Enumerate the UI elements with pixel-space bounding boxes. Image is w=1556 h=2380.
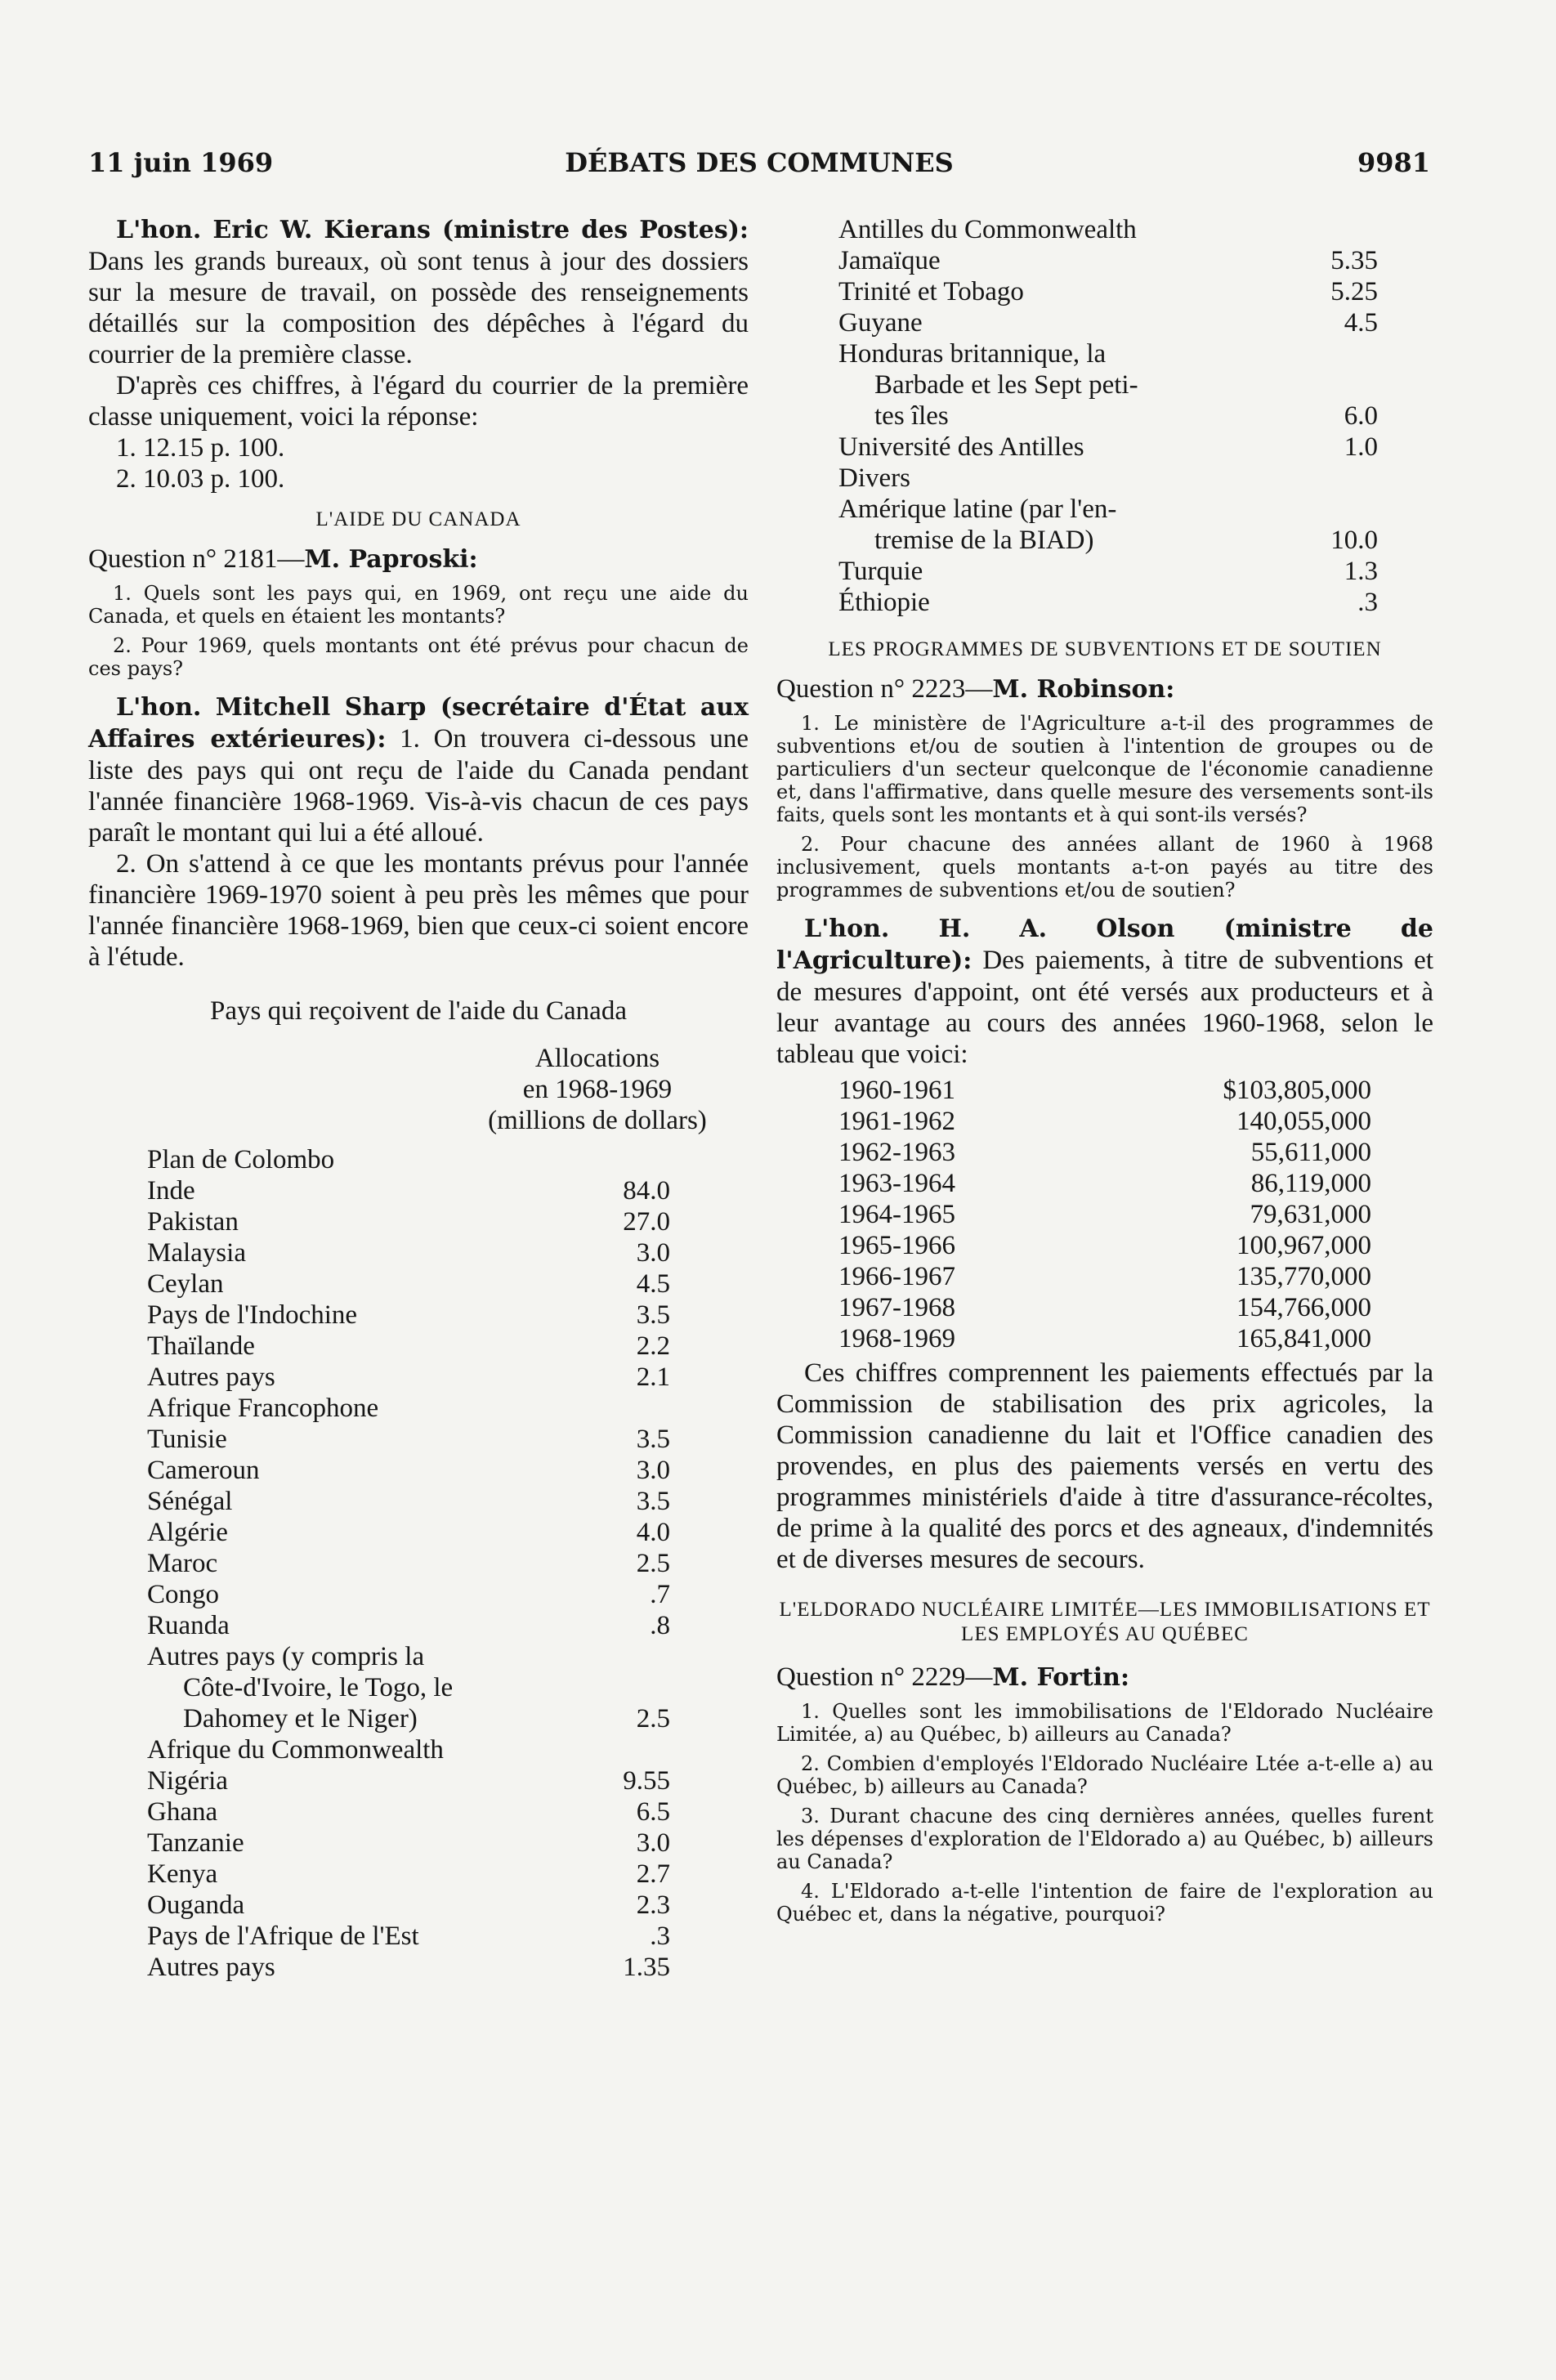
question-2223 xyxy=(776,673,1433,705)
row-label: Nigéria xyxy=(147,1766,228,1796)
table-row xyxy=(147,1641,670,1672)
table-row xyxy=(147,1268,670,1300)
question-number: Question n° 2181— xyxy=(88,544,305,574)
row-label: Plan de Colombo xyxy=(147,1145,335,1174)
question-number: Question n° 2223— xyxy=(776,674,993,704)
row-label: Éthiopie xyxy=(838,588,930,617)
table-row xyxy=(147,1921,670,1952)
row-label: Inde xyxy=(147,1176,195,1206)
table-row xyxy=(147,1424,670,1455)
row-value: 2.5 xyxy=(636,1704,670,1734)
table-row xyxy=(147,1734,670,1765)
row-value xyxy=(600,1734,670,1765)
row-label: Trinité et Tobago xyxy=(838,277,1024,306)
table-row xyxy=(147,1952,670,1983)
left-column xyxy=(88,214,749,1983)
table-row xyxy=(838,1199,1371,1230)
row-value: 1.35 xyxy=(623,1953,670,1982)
aid-table-continued xyxy=(838,214,1378,618)
table-row xyxy=(838,463,1378,494)
question-2229-part-4: 4. L'Eldorado a-t-elle l'intention de faire de l'exploration au Québec et, dans la négative, pourquoi? xyxy=(776,1880,1433,1926)
question-number: Question n° 2229— xyxy=(776,1662,993,1692)
row-value xyxy=(1304,494,1378,525)
row-value xyxy=(600,1672,670,1703)
row-value xyxy=(1304,338,1378,369)
question-2181 xyxy=(88,544,749,575)
row-value: 27.0 xyxy=(623,1207,670,1237)
table-row xyxy=(838,1137,1371,1168)
aid-table-title: Pays qui reçoivent de l'aide du Canada xyxy=(210,996,627,1026)
table-row xyxy=(147,1828,670,1859)
row-value: 6.5 xyxy=(636,1797,670,1827)
table-row xyxy=(147,1206,670,1237)
question-2223-part-1: 1. Le ministère de l'Agriculture a-t-il des programmes de subventions et/ou de soutien à l'intention de groupes ou de particuliers d'un secteur quelconque de l'économie canadienne et, dans l'affirmative, dans quelle mesure des versements sont-ils faits, quels sont les montants et à qui sont-ils versés? xyxy=(776,712,1433,826)
speaker-kierans: L'hon. Eric W. Kierans (ministre des Postes): xyxy=(116,216,749,244)
table-row xyxy=(838,338,1378,369)
row-value: 2.3 xyxy=(636,1890,670,1920)
sharp-text-1: 1. On trouvera ci-dessous une liste des pays qui ont reçu de l'aide du Canada pendant l'année financière 1968-1969. Vis-à-vis chacun de ces pays paraît le montant qui lui a été alloué. xyxy=(88,724,749,848)
kierans-answer-2: D'après ces chiffres, à l'égard du courrier de la première classe uniquement, voici la réponse: xyxy=(88,371,749,432)
question-2229-part-1: 1. Quelles sont les immobilisations de l'Eldorado Nucléaire Limitée, a) au Québec, b) ailleurs au Canada? xyxy=(776,1700,1433,1746)
table-row xyxy=(147,1486,670,1517)
payment-amount: 79,631,000 xyxy=(1250,1200,1371,1229)
payment-amount: $103,805,000 xyxy=(1223,1076,1371,1105)
row-value: 4.5 xyxy=(1344,308,1378,338)
row-label: Dahomey et le Niger) xyxy=(183,1704,418,1734)
question-member: M. Fortin: xyxy=(992,1663,1130,1692)
table-row xyxy=(838,1168,1371,1199)
payment-amount: 55,611,000 xyxy=(1250,1138,1371,1167)
row-label: Algérie xyxy=(147,1518,228,1547)
row-label: Université des Antilles xyxy=(838,432,1084,462)
question-2181-part-1: 1. Quels sont les pays qui, en 1969, ont reçu une aide du Canada, et quels en étaient les montants? xyxy=(88,582,749,628)
payment-amount: 140,055,000 xyxy=(1236,1107,1371,1136)
row-value: 9.55 xyxy=(623,1766,670,1796)
payment-amount: 135,770,000 xyxy=(1236,1262,1371,1291)
row-label: Pays de l'Indochine xyxy=(147,1300,358,1330)
row-value: 4.5 xyxy=(636,1269,670,1299)
row-label: Amérique latine (par l'en- xyxy=(838,494,1117,524)
row-label: Honduras britannique, la xyxy=(838,339,1107,369)
row-label: Antilles du Commonwealth xyxy=(838,215,1137,244)
row-value: 84.0 xyxy=(623,1176,670,1206)
payments-table xyxy=(838,1075,1371,1354)
question-member: M. Robinson: xyxy=(992,675,1175,704)
table-row xyxy=(838,525,1378,556)
question-2223-part-2: 2. Pour chacune des années allant de 1960 à 1968 inclusivement, quels montants a-t-on payés au titre des programmes de subventions et/ou de soutien? xyxy=(776,833,1433,901)
olson-text: Des paiements, à titre de subventions et de mesures d'appoint, ont été versés aux producteurs et à leur avantage au cours des années 1960-1968, selon le tableau que voici: xyxy=(776,946,1433,1069)
row-value xyxy=(600,1144,670,1175)
question-2229 xyxy=(776,1662,1433,1693)
payment-amount: 165,841,000 xyxy=(1236,1324,1371,1353)
page-header xyxy=(88,147,1430,186)
table-row xyxy=(147,1672,670,1703)
speaker-sharp: L'hon. Mitchell Sharp (secrétaire d'État aux Affaires extérieures): xyxy=(88,693,749,754)
row-value: 1.0 xyxy=(1344,432,1378,462)
table-row xyxy=(147,1300,670,1331)
table-row xyxy=(838,1323,1371,1354)
table-row xyxy=(838,587,1378,618)
row-value: 2.5 xyxy=(636,1549,670,1578)
row-value: 5.25 xyxy=(1330,277,1378,306)
row-value: 2.7 xyxy=(636,1859,670,1889)
aid-header-line-1: Allocations xyxy=(534,1044,660,1073)
row-value: 1.3 xyxy=(1344,557,1378,586)
row-label: Malaysia xyxy=(147,1238,246,1268)
row-value xyxy=(1304,369,1378,400)
payment-year: 1963-1964 xyxy=(838,1169,955,1198)
table-row xyxy=(147,1703,670,1734)
section-heading-eldorado: L'ELDORADO NUCLÉAIRE LIMITÉE—LES IMMOBILISATIONS ET LES EMPLOYÉS AU QUÉBEC xyxy=(779,1599,1431,1645)
row-value: .3 xyxy=(650,1921,670,1951)
table-row xyxy=(147,1393,670,1424)
answer-item-2: 2. 10.03 p. 100. xyxy=(116,464,285,494)
row-label: Sénégal xyxy=(147,1487,233,1516)
payment-year: 1967-1968 xyxy=(838,1293,955,1322)
row-label: Turquie xyxy=(838,557,923,586)
row-label: Guyane xyxy=(838,308,923,338)
table-row xyxy=(838,369,1378,400)
table-row xyxy=(838,1075,1371,1106)
question-member: M. Paproski: xyxy=(304,545,478,574)
row-label: Maroc xyxy=(147,1549,218,1578)
table-row xyxy=(147,1890,670,1921)
row-value xyxy=(1304,463,1378,494)
table-row xyxy=(838,400,1378,432)
sharp-answer xyxy=(88,691,749,848)
row-label: tremise de la BIAD) xyxy=(874,526,1094,555)
table-row xyxy=(838,432,1378,463)
row-label: Cameroun xyxy=(147,1456,260,1485)
row-label: Ghana xyxy=(147,1797,218,1827)
row-label: Jamaïque xyxy=(838,246,941,275)
row-label: Congo xyxy=(147,1580,220,1609)
table-row xyxy=(147,1175,670,1206)
row-label: Ruanda xyxy=(147,1611,230,1640)
row-label: Afrique Francophone xyxy=(147,1394,379,1423)
table-row xyxy=(838,556,1378,587)
table-row xyxy=(147,1517,670,1548)
row-value: 3.0 xyxy=(636,1828,670,1858)
table-row xyxy=(838,276,1378,307)
question-2229-part-2: 2. Combien d'employés l'Eldorado Nucléaire Ltée a-t-elle a) au Québec, b) ailleurs au Canada? xyxy=(776,1752,1433,1798)
table-row xyxy=(147,1362,670,1393)
kierans-answer xyxy=(88,214,749,370)
table-row xyxy=(838,1106,1371,1137)
speaker-olson: L'hon. H. A. Olson (ministre de l'Agriculture): xyxy=(776,915,1433,975)
table-row xyxy=(147,1765,670,1796)
row-value xyxy=(1304,214,1378,245)
header-date: 11 juin 1969 xyxy=(88,147,274,178)
aid-header-line-2: en 1968-1969 xyxy=(522,1075,673,1104)
row-value: 6.0 xyxy=(1344,401,1378,431)
table-row xyxy=(147,1796,670,1828)
row-label: Ouganda xyxy=(147,1890,245,1920)
row-value: 10.0 xyxy=(1330,526,1378,555)
table-row xyxy=(147,1610,670,1641)
question-2229-part-3: 3. Durant chacune des cinq dernières années, quelles furent les dépenses d'exploration de l'Eldorado a) au Québec, b) ailleurs au Canada? xyxy=(776,1805,1433,1873)
table-row xyxy=(147,1548,670,1579)
payment-year: 1965-1966 xyxy=(838,1231,955,1260)
row-value: 3.0 xyxy=(636,1238,670,1268)
table-row xyxy=(838,1261,1371,1292)
olson-answer xyxy=(776,913,1433,1070)
table-row xyxy=(147,1579,670,1610)
table-row xyxy=(147,1331,670,1362)
row-value: 4.0 xyxy=(636,1518,670,1547)
question-2181-part-2: 2. Pour 1969, quels montants ont été prévus pour chacun de ces pays? xyxy=(88,634,749,680)
row-value: 3.0 xyxy=(636,1456,670,1485)
section-heading-aide: L'AIDE DU CANADA xyxy=(315,508,521,530)
payment-year: 1960-1961 xyxy=(838,1076,955,1105)
table-row xyxy=(147,1859,670,1890)
table-row xyxy=(838,307,1378,338)
payment-year: 1966-1967 xyxy=(838,1262,955,1291)
row-value: 5.35 xyxy=(1330,246,1378,275)
payment-year: 1964-1965 xyxy=(838,1200,955,1229)
row-value: 3.5 xyxy=(636,1425,670,1454)
row-value: 2.1 xyxy=(636,1362,670,1392)
row-label: Kenya xyxy=(147,1859,218,1889)
table-row xyxy=(838,245,1378,276)
right-column xyxy=(776,214,1433,1932)
payment-amount: 154,766,000 xyxy=(1236,1293,1371,1322)
payment-year: 1961-1962 xyxy=(838,1107,955,1136)
table-row xyxy=(147,1144,670,1175)
row-label: Tanzanie xyxy=(147,1828,244,1858)
row-label: Barbade et les Sept peti- xyxy=(874,370,1138,400)
row-label: Thaïlande xyxy=(147,1331,255,1361)
payment-year: 1968-1969 xyxy=(838,1324,955,1353)
row-value: .8 xyxy=(650,1611,670,1640)
row-value: 3.5 xyxy=(636,1487,670,1516)
payment-year: 1962-1963 xyxy=(838,1138,955,1167)
table-row xyxy=(838,1230,1371,1261)
row-value: 3.5 xyxy=(636,1300,670,1330)
payment-amount: 100,967,000 xyxy=(1236,1231,1371,1260)
aid-header-line-3: (millions de dollars) xyxy=(488,1106,707,1135)
section-heading-subventions: LES PROGRAMMES DE SUBVENTIONS ET DE SOUTIEN xyxy=(828,638,1382,660)
row-value: .7 xyxy=(650,1580,670,1609)
row-value xyxy=(600,1393,670,1424)
header-title: DÉBATS DES COMMUNES xyxy=(565,147,954,178)
row-label: Divers xyxy=(838,463,910,493)
row-value: 2.2 xyxy=(636,1331,670,1361)
row-value xyxy=(600,1641,670,1672)
row-value: .3 xyxy=(1357,588,1378,617)
row-label: Autres pays xyxy=(147,1953,275,1982)
row-label: Tunisie xyxy=(147,1425,227,1454)
row-label: Autres pays xyxy=(147,1362,275,1392)
table-row xyxy=(838,1292,1371,1323)
row-label: Afrique du Commonwealth xyxy=(147,1735,444,1765)
row-label: Ceylan xyxy=(147,1269,224,1299)
answer-item-1: 1. 12.15 p. 100. xyxy=(116,433,285,463)
kierans-text: Dans les grands bureaux, où sont tenus à jour des dossiers sur la mesure de travail, on possède des renseignements détaillés sur la composition des dépêches à l'égard du courrier de la première classe. xyxy=(88,247,749,369)
row-label: Autres pays (y compris la xyxy=(147,1642,425,1671)
row-label: Pakistan xyxy=(147,1207,239,1237)
payment-amount: 86,119,000 xyxy=(1250,1169,1371,1198)
table-row xyxy=(147,1237,670,1268)
row-label: tes îles xyxy=(874,401,949,431)
olson-text-2: Ces chiffres comprennent les paiements effectués par la Commission de stabilisation des prix agricoles, la Commission canadienne du lait et l'Office canadien des provendes, en plus des paiements versés en vertu des programmes ministériels d'aide à titre d'assurance-récoltes, de prime à la qualité des porcs et des agneaux, d'indemnités et de diverses mesures de secours. xyxy=(776,1358,1433,1574)
aid-table-header xyxy=(88,1043,749,1136)
table-row xyxy=(147,1455,670,1486)
table-row xyxy=(838,214,1378,245)
sharp-text-2: 2. On s'attend à ce que les montants prévus pour l'année financière 1969-1970 soient à peu près les mêmes que pour l'année financière 1968-1969, bien que ceux-ci soient encore à l'étude. xyxy=(88,849,749,972)
aid-table xyxy=(147,1144,670,1983)
table-row xyxy=(838,494,1378,525)
row-label: Côte-d'Ivoire, le Togo, le xyxy=(183,1673,454,1702)
page-number: 9981 xyxy=(1357,147,1430,178)
row-label: Pays de l'Afrique de l'Est xyxy=(147,1921,419,1951)
